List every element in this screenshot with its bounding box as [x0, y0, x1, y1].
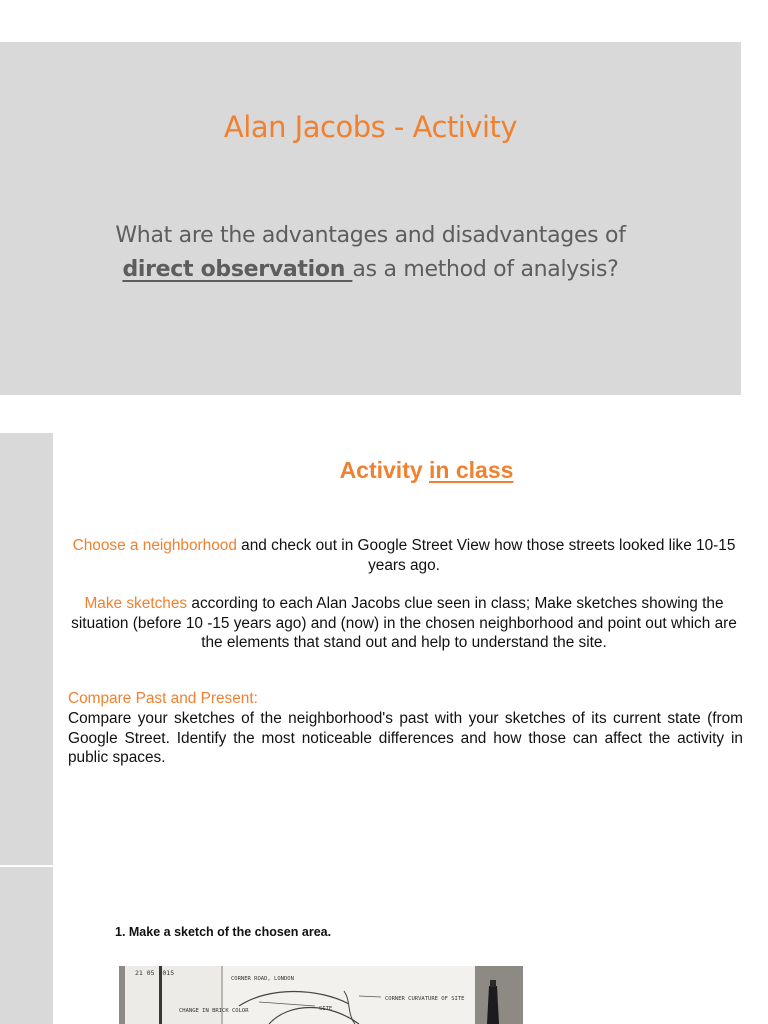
- slide-side-bar: [0, 433, 53, 865]
- instruction-text: according to each Alan Jacobs clue seen in class; Make sketches showing the situation (before 10 -15 years ago) and (now) in the chosen neighborhood and point out which are the elements that stand out and help to understand the site.: [71, 595, 737, 651]
- compare-text: Compare your sketches of the neighborhood's past with your sketches of its current state (from Google Street. Identify the most noticeable differences and how those can affect the activity in public spaces.: [68, 710, 743, 766]
- sketchbook-photo: [119, 966, 523, 1024]
- activity-title: [53, 457, 768, 484]
- slide-side-bar: [0, 867, 53, 1024]
- sketch-note-site: SITE: [319, 1006, 333, 1012]
- sketch-note-corner: CORNER CURVATURE OF SITE: [385, 996, 465, 1002]
- instruction-neighborhood: [64, 536, 744, 575]
- step-label: 1. Make a sketch of the chosen area.: [115, 925, 332, 939]
- sketch-note-brick: CHANGE IN BRICK COLOR: [179, 1008, 249, 1014]
- slide-question: [90, 219, 651, 287]
- compare-heading: Compare Past and Present:: [68, 690, 258, 707]
- instruction-sketches: [64, 594, 744, 653]
- activity-title-plain: Activity: [339, 457, 430, 483]
- instruction-highlight: Choose a neighborhood: [72, 537, 237, 554]
- question-text-end: as a method of analysis?: [352, 257, 619, 282]
- slide-title: Alan Jacobs - Activity: [223, 110, 518, 144]
- question-text-start: What are the advantages and disadvantages of: [115, 223, 626, 248]
- question-emphasis: direct observation: [122, 257, 353, 282]
- sketch-note-location: CORNER ROAD, LONDON: [231, 976, 294, 982]
- sketch-date: 21 05 2015: [135, 969, 175, 977]
- title-slide: [0, 42, 741, 395]
- activity-title-underlined: in class: [429, 457, 514, 483]
- instruction-highlight: Make sketches: [84, 595, 188, 612]
- instruction-text: and check out in Google Street View how those streets looked like 10-15 years ago.: [236, 537, 736, 574]
